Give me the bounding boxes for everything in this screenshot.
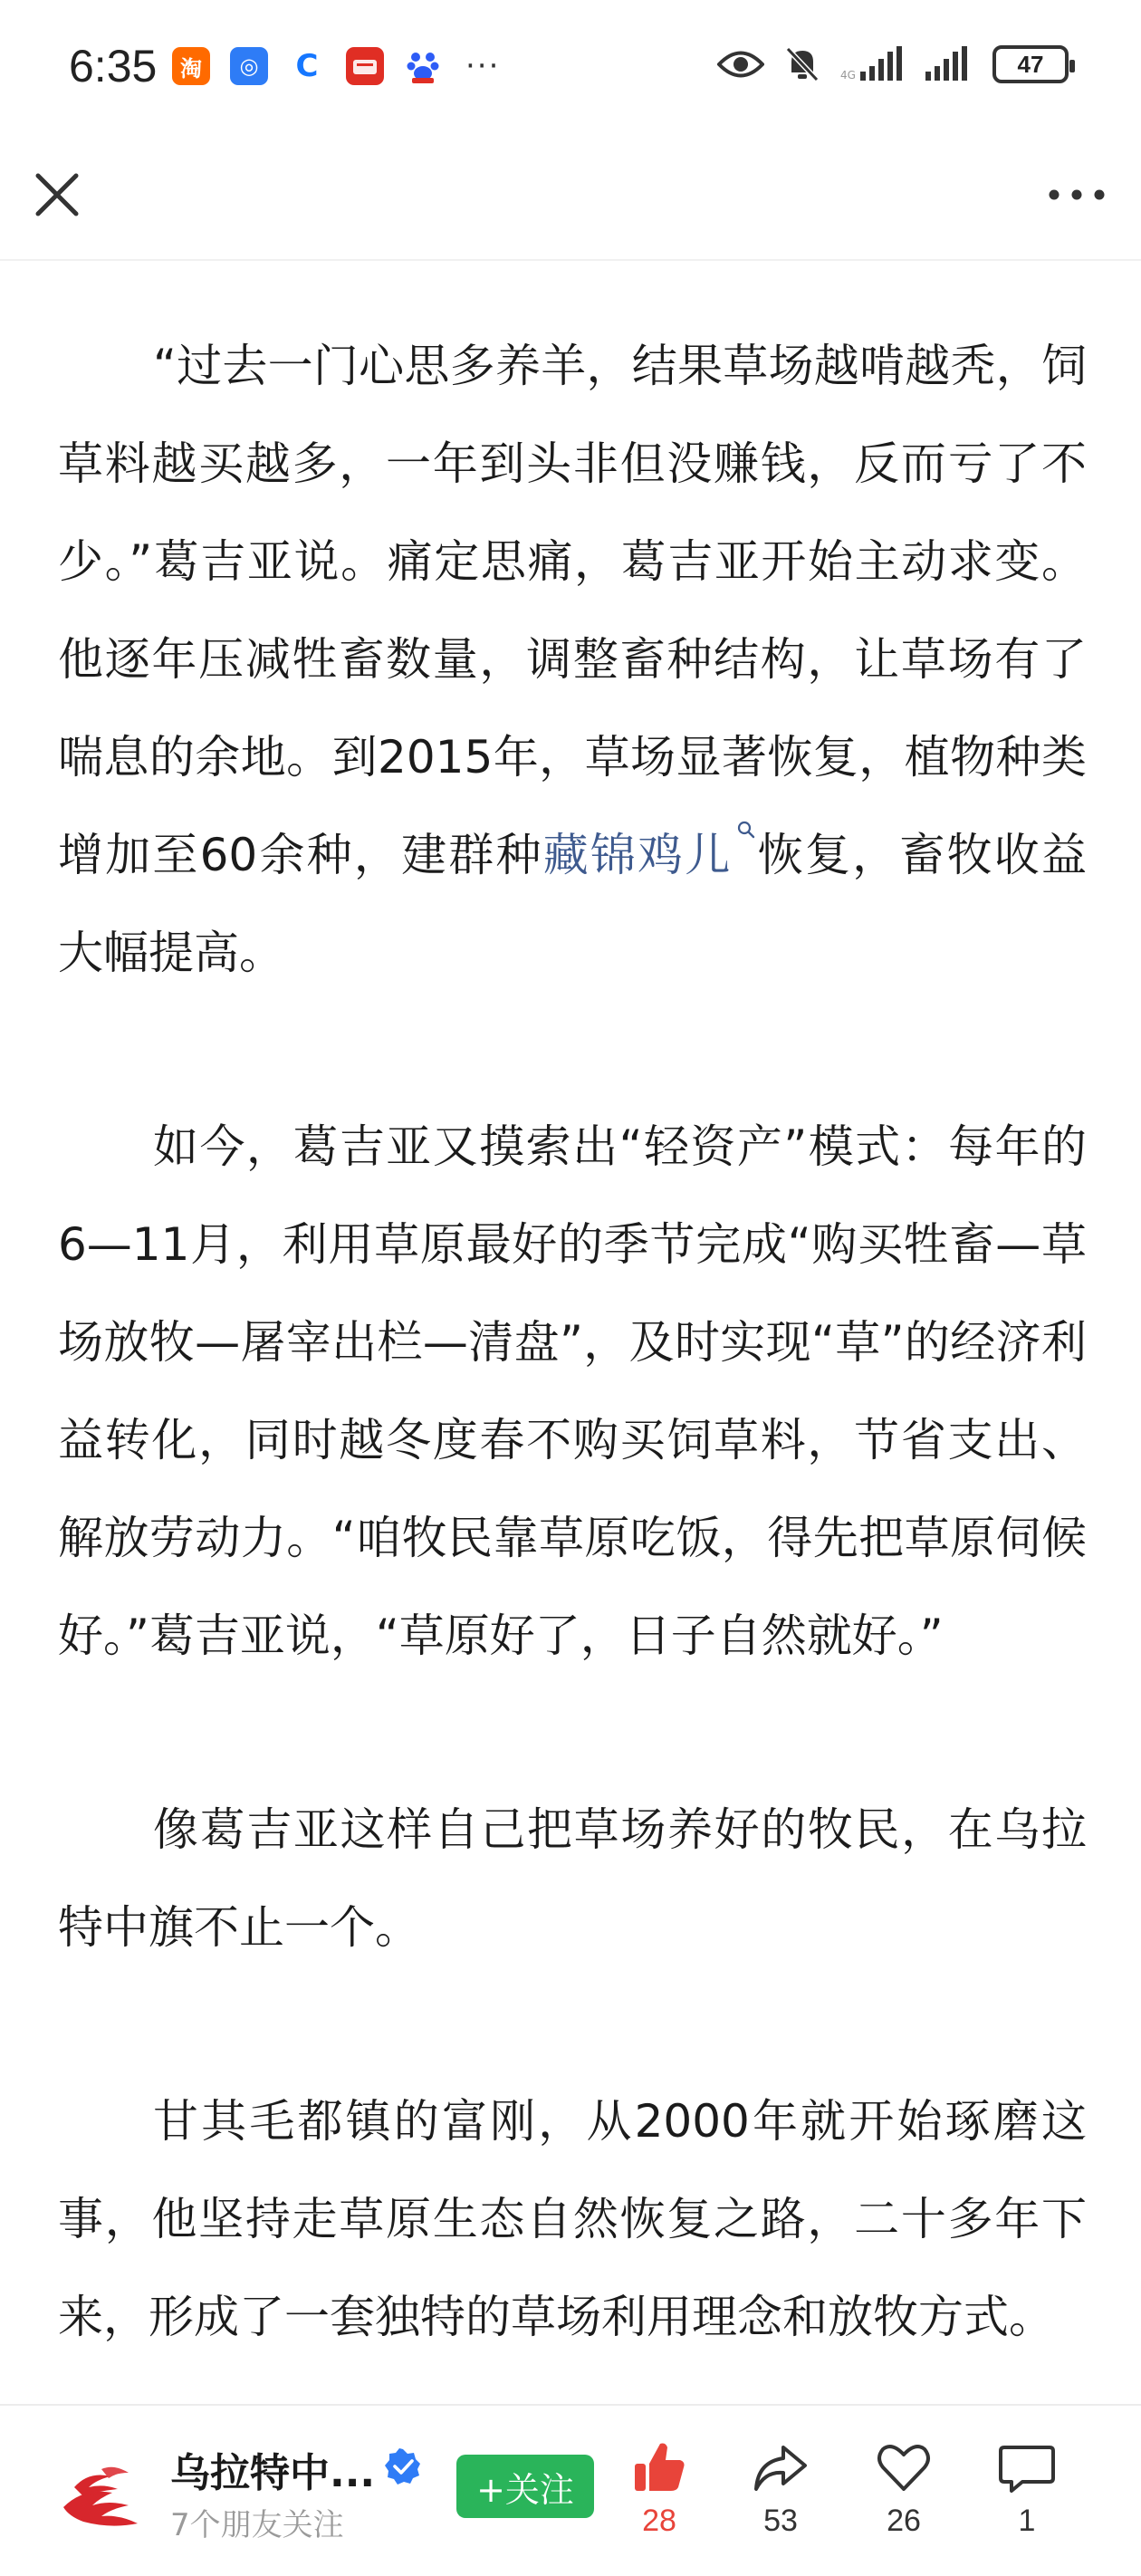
heart-icon — [874, 2438, 934, 2498]
article-paragraph: 像葛吉亚这样自己把草场养好的牧民，在乌拉特中旗不止一个。 — [58, 1803, 1087, 1954]
app-blue-icon: ◎ — [230, 47, 268, 85]
pinduoduo-icon — [346, 47, 384, 85]
status-bar — [0, 0, 1141, 145]
eye-comfort-icon — [717, 49, 764, 80]
article-paragraph: 甘其毛都镇的富刚，从2000年就开始琢磨这事，他坚持走草原生态自然恢复之路，二十多年下来，形成了一套独特的草场利用理念和放牧方式。 — [58, 2095, 1087, 2343]
article-paragraph: 如今，葛吉亚又摸索出“轻资产”模式：每年的6—11月，利用草原最好的季节完成“购买牲畜—草场放牧—屠宰出栏—清盘”，及时实现“草”的经济利益转化，同时越冬度春不购买饲草料，节省支出、解放劳动力。“咱牧民靠草原吃饭，得先把草原伺候好。”葛吉亚说，“草原好了，日子自然就好。” — [58, 1120, 1087, 1662]
signal-sim2-icon — [924, 46, 973, 82]
account-avatar[interactable] — [56, 2451, 147, 2542]
content-fade — [0, 2346, 1141, 2404]
verified-badge-icon — [384, 2447, 422, 2485]
comment-count: 1 — [1018, 2504, 1036, 2538]
comment-icon — [997, 2438, 1057, 2498]
account-followers-note: 7个朋友关注 — [170, 2507, 344, 2543]
status-time: 6:35 — [69, 41, 158, 91]
share-button[interactable] — [735, 2438, 826, 2539]
keyword-link[interactable]: 藏锦鸡儿 — [542, 829, 733, 881]
baidu-icon — [404, 47, 442, 85]
battery-icon: 47 — [992, 45, 1069, 83]
like-count: 28 — [642, 2504, 676, 2538]
app-c-icon: C — [288, 47, 326, 85]
close-button[interactable] — [25, 163, 89, 226]
system-status — [717, 45, 1069, 83]
taobao-icon: 淘 — [172, 47, 210, 85]
comment-button[interactable] — [982, 2438, 1072, 2539]
more-options-button[interactable] — [1045, 181, 1108, 208]
favorite-count: 26 — [887, 2504, 921, 2538]
close-icon — [25, 163, 89, 226]
article-body — [58, 317, 1087, 2462]
signal-sim1-icon — [840, 46, 904, 82]
like-button[interactable] — [614, 2438, 705, 2539]
more-icon — [1045, 181, 1108, 208]
notification-icons — [172, 47, 500, 85]
article-paragraph: “过去一门心思多养羊，结果草场越啃越秃，饲草料越买越多，一年到头非但没赚钱，反而亏了不少。”葛吉亚说。痛定思痛，葛吉亚开始主动求变。他逐年压减牲畜数量，调整畜种结构，让草场有了喘息的余地。到2015年，草场显著恢复，植物种类增加至60余种，建群种藏锦鸡儿 恢复，畜牧收益大幅提高。 — [58, 340, 1088, 979]
top-nav-bar — [0, 145, 1141, 261]
keyword-search-icon[interactable] — [736, 820, 756, 840]
account-logo-icon — [56, 2451, 147, 2542]
svg-text:4G: 4G — [840, 69, 856, 82]
mute-icon — [784, 45, 820, 83]
bottom-action-bar — [0, 2404, 1141, 2576]
share-icon — [751, 2438, 810, 2498]
account-name[interactable]: 乌拉特中... — [170, 2450, 376, 2496]
more-notifications-icon: ··· — [465, 48, 501, 84]
follow-button[interactable]: +关注 — [456, 2455, 594, 2518]
thumbs-up-icon — [629, 2438, 689, 2498]
share-count: 53 — [763, 2504, 798, 2538]
favorite-button[interactable] — [858, 2438, 949, 2539]
